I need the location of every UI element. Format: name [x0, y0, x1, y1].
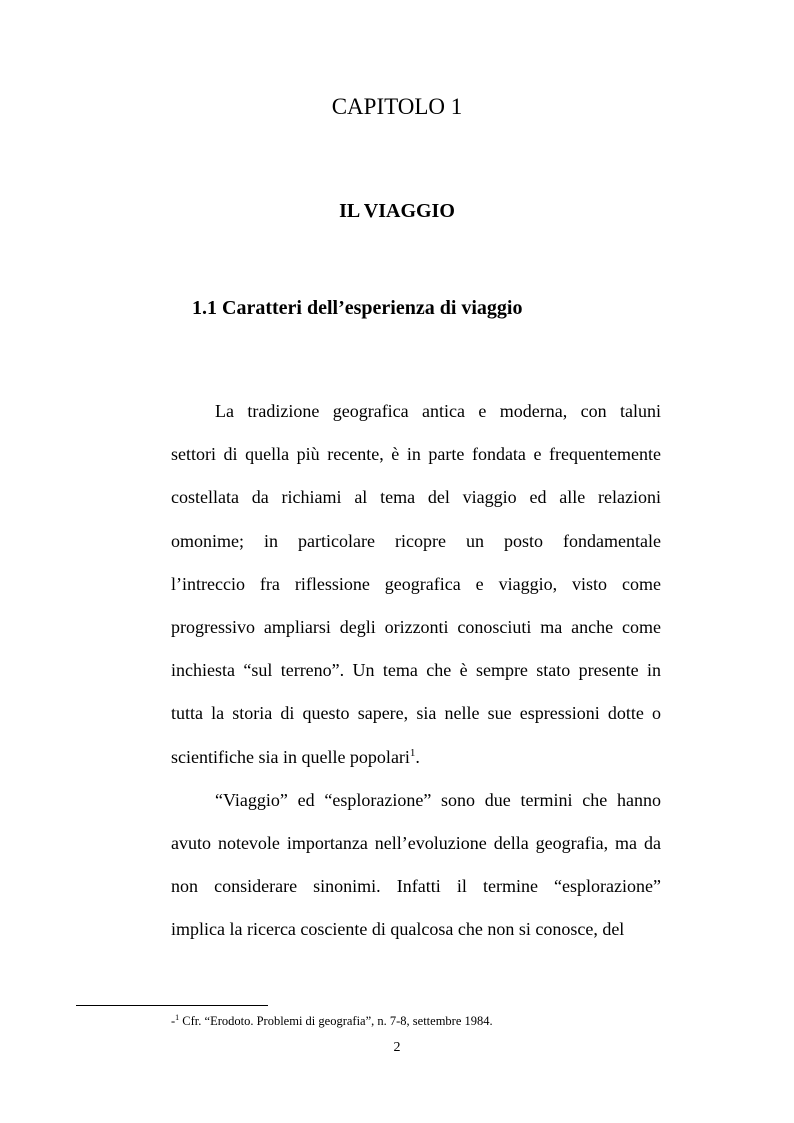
body-line: omonime; in particolare ricopre un posto fondamentale: [171, 530, 661, 551]
body-line: l’intreccio fra riflessione geografica e viaggio, visto come: [171, 573, 661, 594]
page-number: 2: [393, 1040, 401, 1055]
footnote-prefix: -: [171, 1014, 176, 1028]
section-heading: 1.1 Caratteri dell’esperienza di viaggio: [192, 297, 523, 319]
body-line: implica la ricerca cosciente di qualcosa che non si conosce, del: [171, 919, 625, 940]
body-line: settori di quella più recente, è in parte fondata e frequentemente: [171, 444, 661, 465]
footnote-text: Cfr. “Erodoto. Problemi di geografia”, n. 7-8, settembre 1984.: [179, 1014, 493, 1028]
chapter-title: IL VIAGGIO: [339, 200, 455, 222]
body-line: [171, 736, 661, 779]
body-text: [171, 390, 661, 951]
body-line: inchiesta “sul terreno”. Un tema che è sempre stato presente in: [171, 660, 661, 681]
footnote-marker: 1: [175, 1013, 180, 1022]
body-line-text: scientifiche sia in quelle popolari: [171, 746, 410, 767]
body-line: costellata da richiami al tema del viaggio ed alle relazioni: [171, 487, 661, 508]
footnote-separator: [76, 1005, 268, 1006]
chapter-heading: CAPITOLO 1: [331, 94, 463, 119]
footnote: [171, 1014, 493, 1029]
body-line: tutta la storia di questo sapere, sia nelle sue espressioni dotte o: [171, 703, 661, 724]
body-line: avuto notevole importanza nell’evoluzione della geografia, ma da: [171, 832, 661, 853]
body-line: non considerare sinonimi. Infatti il termine “esplorazione”: [171, 876, 661, 897]
footnote-reference[interactable]: 1: [409, 746, 416, 759]
end-punctuation: .: [415, 746, 420, 767]
body-line: La tradizione geografica antica e moderna, con taluni: [215, 401, 661, 421]
body-line: progressivo ampliarsi degli orizzonti conosciuti ma anche come: [171, 616, 661, 637]
body-line: “Viaggio” ed “esplorazione” sono due termini che hanno: [215, 789, 661, 810]
